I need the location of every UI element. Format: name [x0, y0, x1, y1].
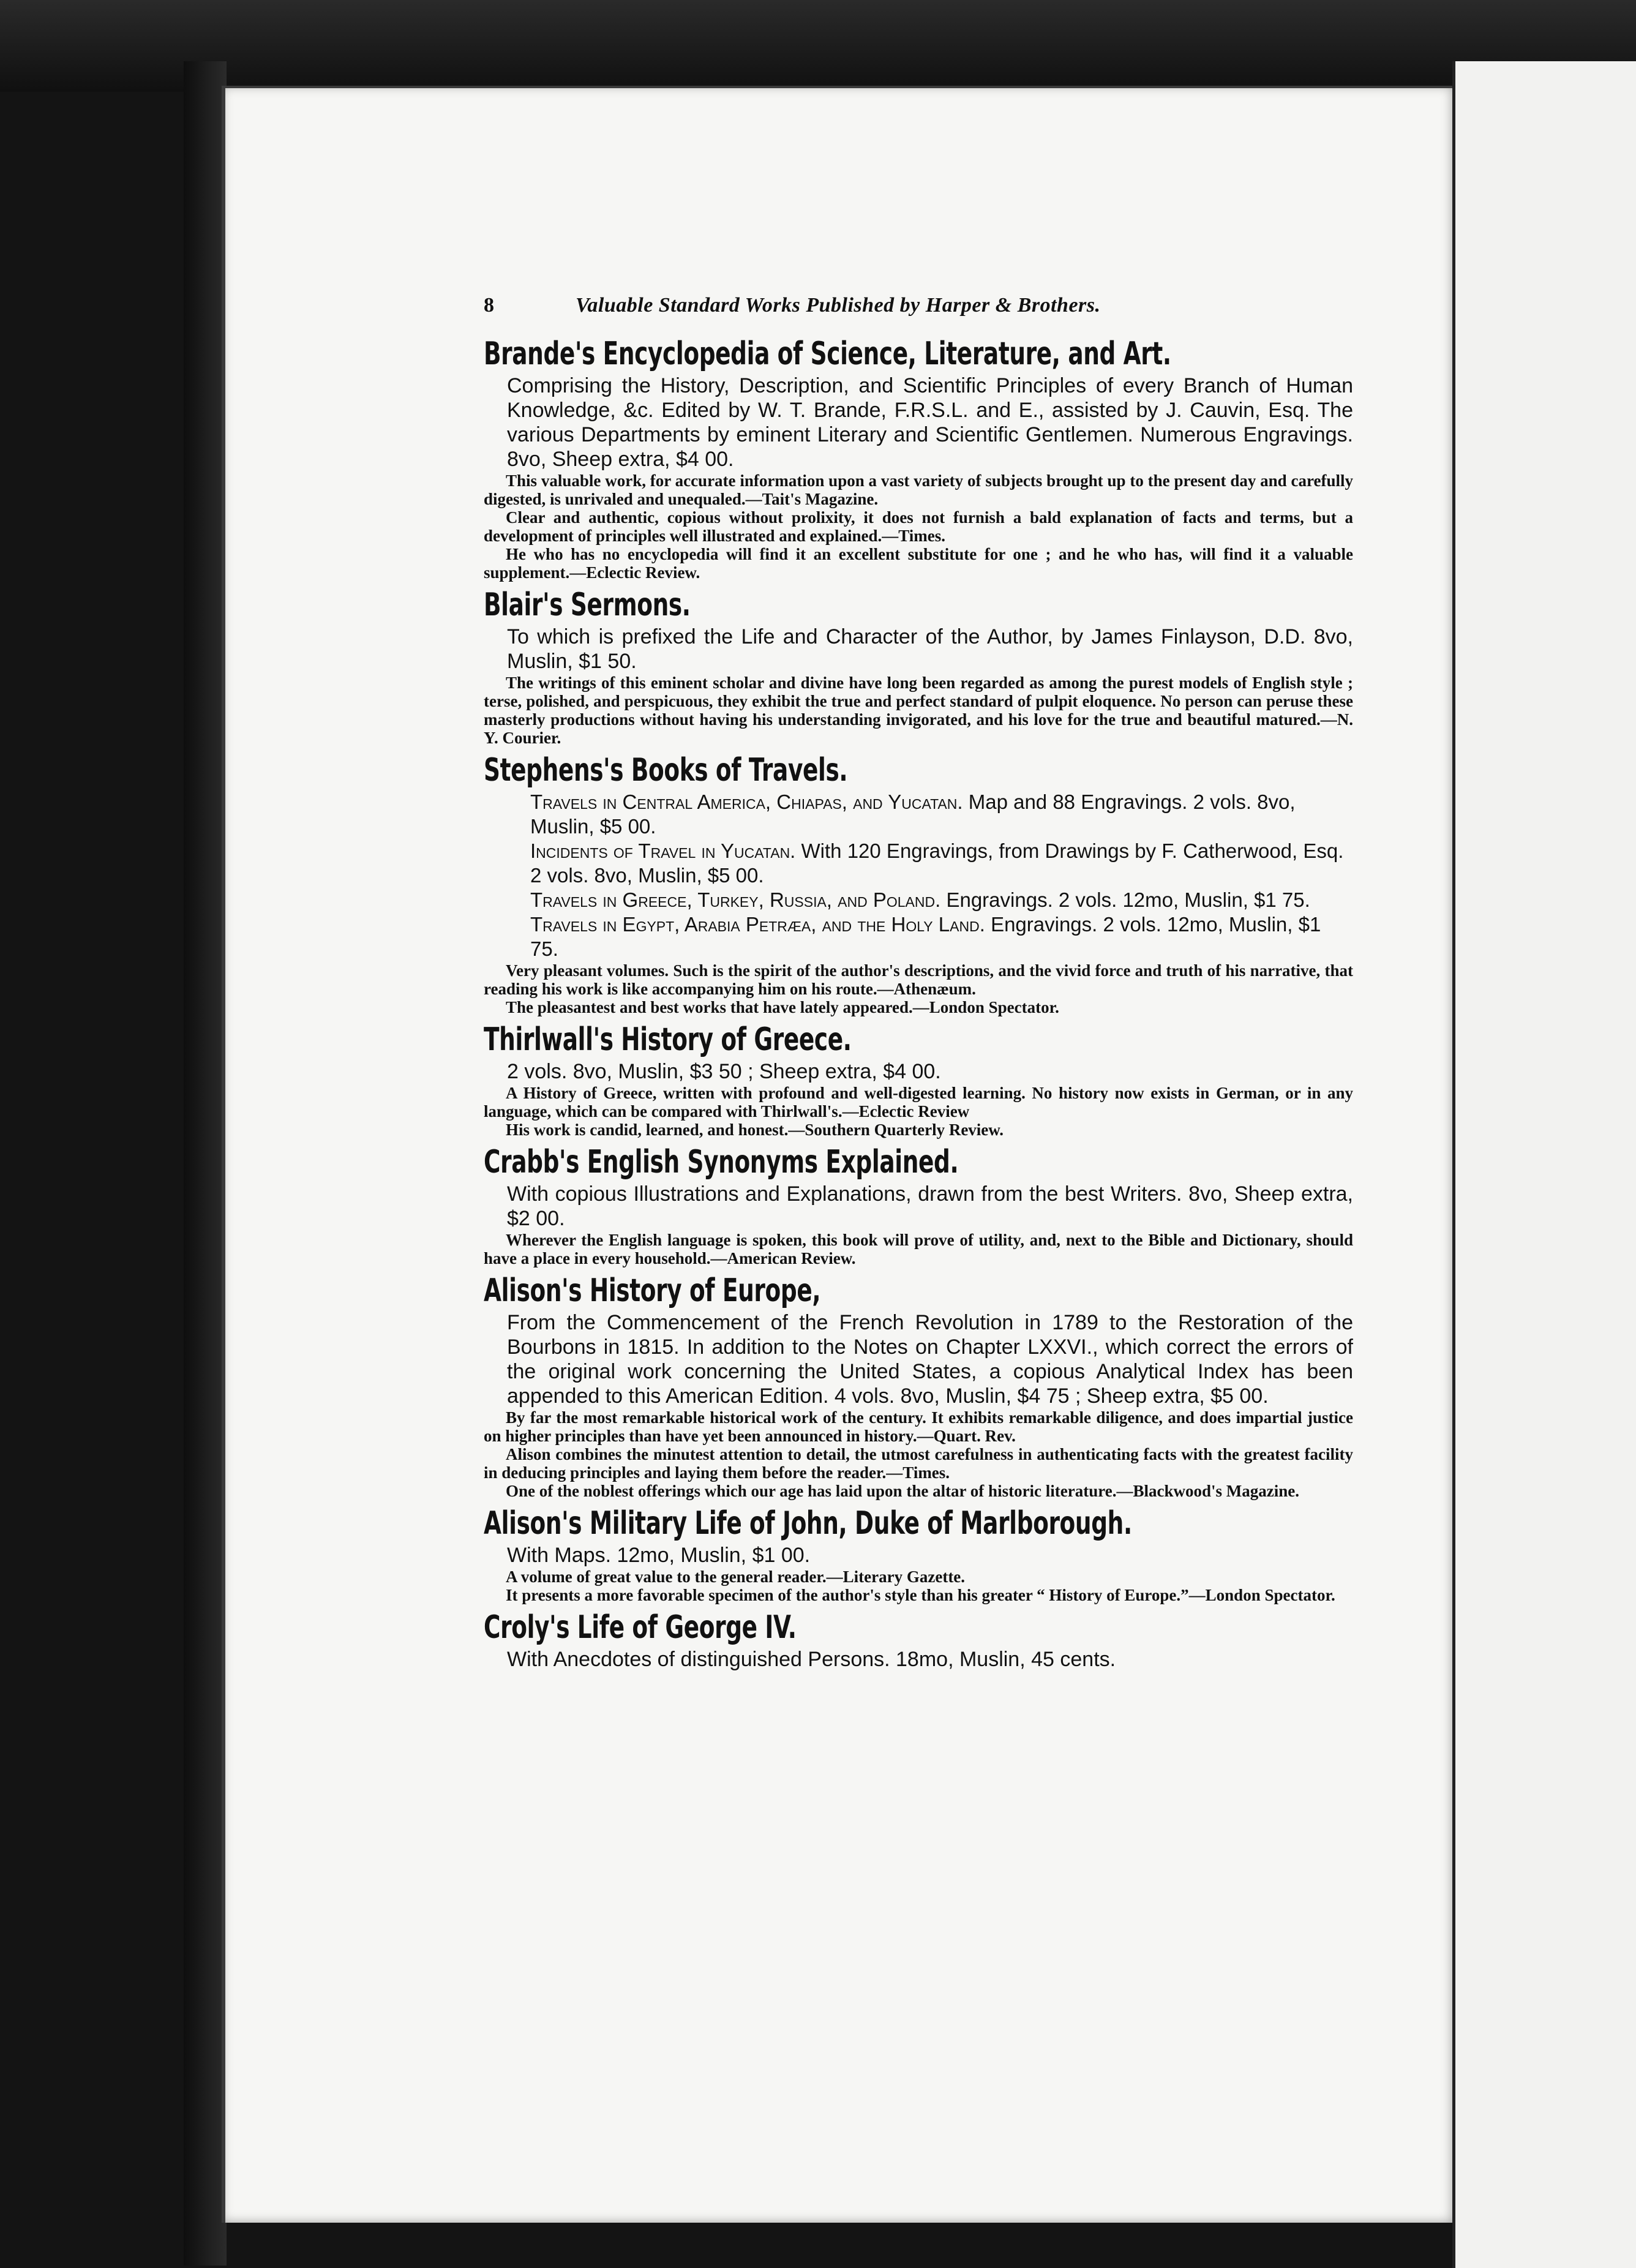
running-head	[484, 294, 1353, 331]
entry-title: Alison's History of Europe,	[484, 1272, 821, 1309]
sub-item-title: Incidents of Travel in Yucatan.	[530, 839, 796, 862]
book-entry	[484, 1271, 1353, 1500]
sub-item	[530, 790, 1353, 839]
review-quote: The writings of this eminent scholar and divine have long been regarded as among the purest models of English style ; terse, polished, and perspicuous, they exhibit the true and perfect standard of pulpit eloquence. No person can peruse these masterly productions without having his understanding invigorated, and his love for the true and beautiful matured.—N. Y. Courier.	[484, 674, 1353, 747]
entry-title: Alison's Military Life of John, Duke of Marlborough.	[484, 1505, 1132, 1542]
book-entry	[484, 1504, 1353, 1604]
entry-description: To which is prefixed the Life and Character of the Author, by James Finlayson, D.D. 8vo, Muslin, $1 50.	[507, 625, 1353, 673]
sub-item-details: Engravings. 2 vols. 12mo, Muslin, $1 75.	[946, 888, 1310, 911]
review-quote: He who has no encyclopedia will find it an excellent substitute for one ; and he who has, will find it a valuable supplement.—Eclectic Review.	[484, 545, 1353, 582]
sub-item	[530, 839, 1353, 888]
review-quote: One of the noblest offerings which our age has laid upon the altar of historic literature.—Blackwood's Magazine.	[506, 1482, 1299, 1500]
review-quote: By far the most remarkable historical work of the century. It exhibits remarkable diligence, and does impartial justice on higher principles than have yet been announced in history.—Quart. Rev.	[484, 1408, 1353, 1445]
book-entry	[484, 1608, 1353, 1672]
sub-item-title: Travels in Central America, Chiapas, and Yucatan.	[530, 790, 963, 813]
page-number: 8	[484, 294, 494, 317]
book-entry	[484, 1020, 1353, 1139]
review-quote: Clear and authentic, copious without prolixity, it does not furnish a bald explanation of facts and terms, but a development of principles well illustrated and explained.—Times.	[484, 508, 1353, 545]
review-quote: Very pleasant volumes. Such is the spirit of the author's descriptions, and the vivid force and truth of his narrative, that reading his work is like accompanying him on his route.—Athenæum.	[484, 961, 1353, 998]
book-entry	[484, 751, 1353, 1016]
review-quote: Wherever the English language is spoken, this book will prove of utility, and, next to the Bible and Dictionary, should have a place in every household.—American Review.	[484, 1231, 1353, 1267]
entry-title: Brande's Encyclopedia of Science, Literature, and Art.	[484, 336, 1171, 372]
sub-item-details: With 120 Engravings, from Drawings by F. Catherwood, Esq. 2 vols. 8vo, Muslin, $5 00.	[530, 839, 1344, 887]
scan-left-shadow	[184, 61, 227, 2266]
scan-top-edge	[0, 0, 1636, 92]
review-quote: A volume of great value to the general reader.—Literary Gazette.	[506, 1568, 966, 1586]
sub-item-title: Travels in Greece, Turkey, Russia, and Poland.	[530, 888, 941, 911]
review-quote: This valuable work, for accurate information upon a vast variety of subjects brought up to the present day and carefully digested, is unrivaled and unequaled.—Tait's Magazine.	[484, 471, 1353, 508]
review-quote: His work is candid, learned, and honest.—Southern Quarterly Review.	[506, 1121, 1004, 1139]
entry-title: Crabb's English Synonyms Explained.	[484, 1144, 959, 1181]
entry-title: Croly's Life of George IV.	[484, 1609, 797, 1646]
entry-title: Thirlwall's History of Greece.	[484, 1021, 852, 1058]
review-quote: The pleasantest and best works that have lately appeared.—London Spectator.	[506, 998, 1059, 1016]
book-entry	[484, 585, 1353, 747]
book-entry	[484, 1143, 1353, 1267]
entry-description: From the Commencement of the French Revolution in 1789 to the Restoration of the Bourbons in 1815. In addition to the Notes on Chapter LXXVI., which correct the errors of the original work concerning the United States, a copious Analytical Index has been appended to this American Edition. 4 vols. 8vo, Muslin, $4 75 ; Sheep extra, $5 00.	[507, 1311, 1353, 1408]
entry-description: With Anecdotes of distinguished Persons. 18mo, Muslin, 45 cents.	[507, 1648, 1116, 1671]
sub-item-details: Map and 88 Engravings. 2 vols. 8vo, Muslin, $5 00.	[530, 790, 1296, 838]
review-quote: Alison combines the minutest attention to detail, the utmost carefulness in authenticating facts with the greatest facility in deducing principles and laying them before the reader.—Times.	[484, 1445, 1353, 1482]
entry-description: Comprising the History, Description, and Scientific Principles of every Branch of Human Knowledge, &c. Edited by W. T. Brande, F.R.S.L. and E., assisted by J. Cauvin, Esq. The various Departments by eminent Literary and Scientific Gentlemen. Numerous Engravings. 8vo, Sheep extra, $4 00.	[507, 374, 1353, 471]
sub-item-title: Travels in Egypt, Arabia Petræa, and the Holy Land.	[530, 913, 985, 936]
entry-description: With Maps. 12mo, Muslin, $1 00.	[507, 1544, 811, 1567]
review-quote: A History of Greece, written with profound and well-digested learning. No history now exists in German, or in any language, which can be compared with Thirlwall's.—Eclectic Review	[484, 1084, 1353, 1121]
entry-title: Stephens's Books of Travels.	[484, 752, 848, 789]
running-head-title: Valuable Standard Works Published by Harper & Brothers.	[576, 294, 1101, 317]
sub-item-details: Engravings. 2 vols. 12mo, Muslin, $1 75.	[530, 913, 1321, 960]
entry-description: With copious Illustrations and Explanations, drawn from the best Writers. 8vo, Sheep extra, $2 00.	[507, 1182, 1353, 1230]
entry-description: 2 vols. 8vo, Muslin, $3 50 ; Sheep extra, $4 00.	[507, 1060, 941, 1083]
book-entry	[484, 334, 1353, 582]
review-quote: It presents a more favorable specimen of the author's style than his greater “ History of Europe.”—London Spectator.	[506, 1586, 1335, 1604]
sub-item	[530, 912, 1353, 961]
sub-item	[530, 888, 1353, 912]
entry-title: Blair's Sermons.	[484, 587, 691, 623]
page-content	[484, 294, 1353, 1672]
facing-page-edge	[1452, 61, 1636, 2268]
